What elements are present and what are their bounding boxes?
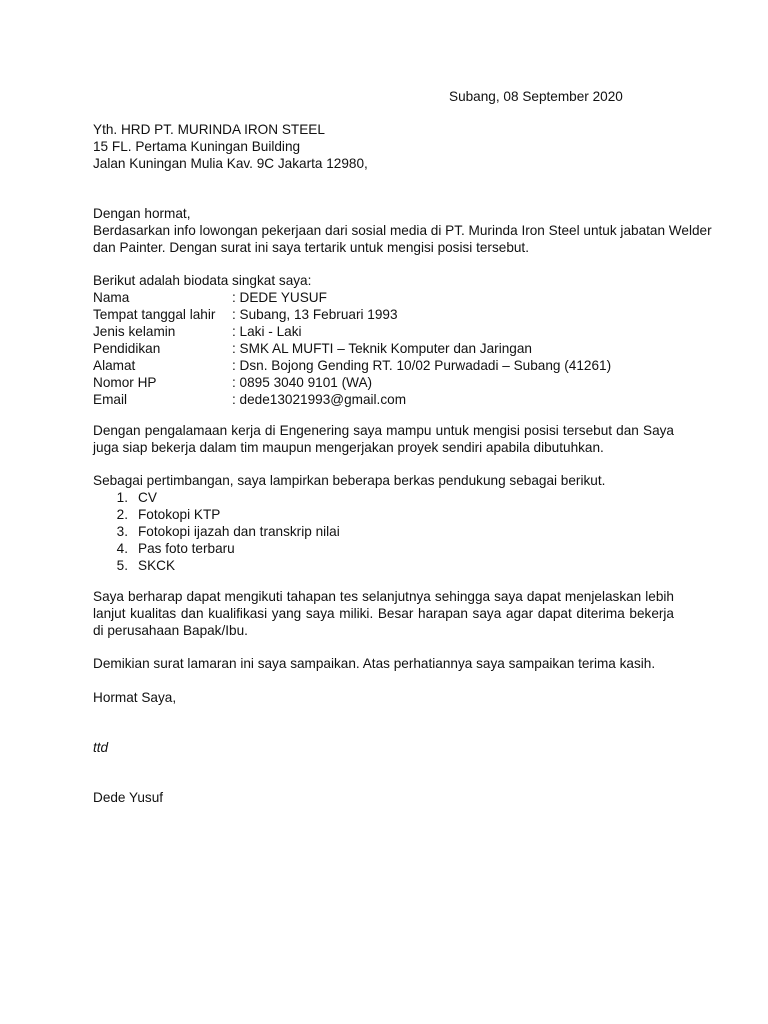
biodata-value: : SMK AL MUFTI – Teknik Komputer dan Jaringan [232,341,532,356]
biodata-value: : 0895 3040 9101 (WA) [232,375,373,390]
biodata-row [93,374,674,391]
salutation-text: Hormat Saya, [93,690,177,705]
biodata-row [93,391,674,408]
biodata-label: Tempat tanggal lahir [93,307,216,322]
biodata-value: : DEDE YUSUF [232,290,327,305]
list-text: CV [138,490,157,505]
biodata-row [93,323,674,340]
list-number: 5. [116,558,128,573]
recipient-address [93,121,674,172]
list-number: 2. [116,507,128,522]
list-number: 4. [116,541,128,556]
hope-paragraph [93,588,674,639]
list-text: Fotokopi ijazah dan transkrip nilai [138,524,340,539]
list-item [93,540,674,557]
list-text: Fotokopi KTP [138,507,221,522]
biodata-value: : Laki - Laki [232,324,302,339]
biodata-row [93,289,674,306]
attachments-list [93,489,674,574]
letter-date: Subang, 08 September 2020 [449,89,623,104]
intro-line: dan Painter. Dengan surat ini saya tertarik untuk mengisi posisi tersebut. [93,240,529,255]
biodata-value: : Subang, 13 Februari 1993 [232,307,398,322]
biodata-row [93,306,674,323]
list-item [93,557,674,574]
closing-paragraph [93,655,674,672]
biodata-label: Pendidikan [93,341,161,356]
signer [93,789,674,806]
biodata-row [93,340,674,357]
attachments-intro-text: Sebagai pertimbangan, saya lampirkan beberapa berkas pendukung sebagai berikut. [93,473,606,488]
list-item [93,523,674,540]
biodata-label: Nama [93,290,130,305]
biodata-intro [93,272,674,289]
list-text: Pas foto terbaru [138,541,235,556]
list-item [93,489,674,506]
closing-text: Demikian surat lamaran ini saya sampaikan. Atas perhatiannya saya sampaikan terima kasih. [93,656,656,671]
biodata-label: Email [93,392,127,407]
intro-line: Berdasarkan info lowongan pekerjaan dari sosial media di PT. Murinda Iron Steel untuk jabatan Welder [93,223,712,238]
recipient-line: Yth. HRD PT. MURINDA IRON STEEL [93,122,325,137]
intro-paragraph [93,222,712,256]
attachments-intro [93,472,674,489]
biodata-row [93,357,674,374]
recipient-line: Jalan Kuningan Mulia Kav. 9C Jakarta 12980, [93,156,368,171]
greeting-text: Dengan hormat, [93,206,191,221]
recipient-line: 15 FL. Pertama Kuningan Building [93,139,301,154]
experience-text: Dengan pengalamaan kerja di Engenering saya mampu untuk mengisi posisi tersebut dan Saya juga siap bekerja dalam tim maupun mengerjakan proyek sendiri apabila dibutuhkan. [93,423,674,455]
biodata-list [93,289,674,408]
biodata-value: : dede13021993@gmail.com [232,392,407,407]
list-number: 1. [116,490,128,505]
list-item [93,506,674,523]
greeting [93,205,674,222]
list-number: 3. [116,524,128,539]
biodata-label: Alamat [93,358,136,373]
signature-mark: ttd [93,740,109,755]
biodata-intro-text: Berikut adalah biodata singkat saya: [93,273,312,288]
experience-paragraph [93,422,674,456]
signature [93,739,674,756]
biodata-label: Nomor HP [93,375,157,390]
hope-text: Saya berharap dapat mengikuti tahapan tes selanjutnya sehingga saya dapat menjelaskan lebih lanjut kualitas dan kualifikasi yang saya miliki. Besar harapan saya agar dapat diterima bekerja di perusahaan Bapak/Ibu. [93,589,674,638]
signer-name: Dede Yusuf [93,790,164,805]
biodata-label: Jenis kelamin [93,324,176,339]
biodata-value: : Dsn. Bojong Gending RT. 10/02 Purwadadi – Subang (41261) [232,358,612,373]
salutation [93,689,674,706]
list-text: SKCK [138,558,176,573]
